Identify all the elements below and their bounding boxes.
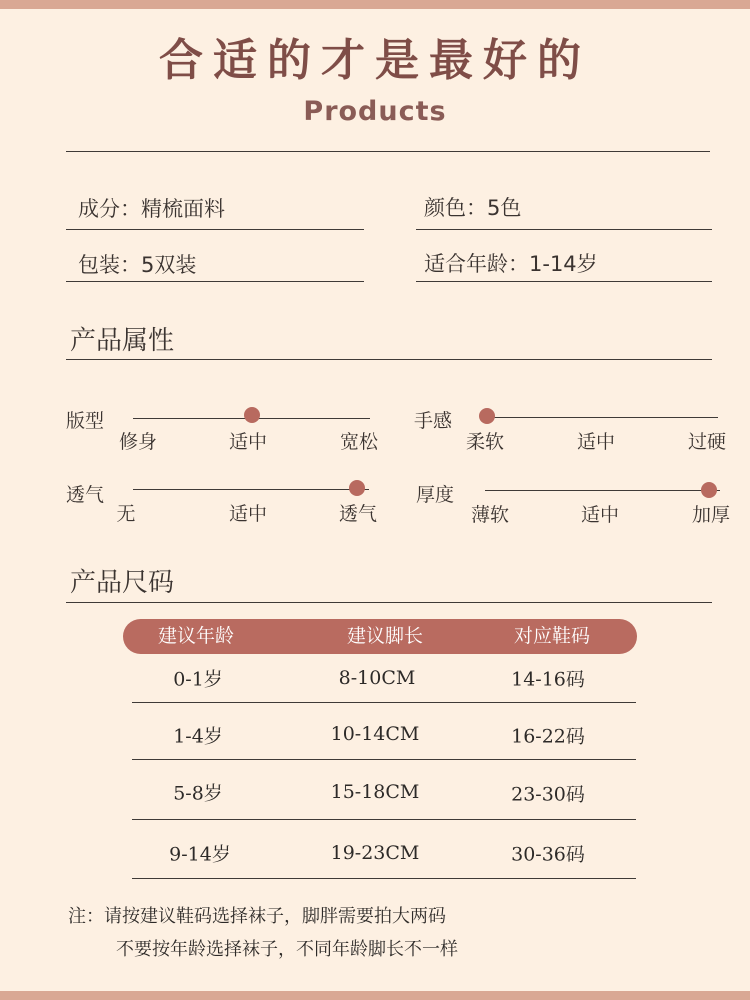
table-cell: 8-10CM	[338, 667, 416, 689]
top-border	[0, 0, 750, 9]
table-row-divider	[132, 878, 636, 879]
table-cell: 30-36码	[511, 843, 585, 866]
attribute-name-thickness: 厚度	[416, 484, 455, 506]
attribute-tick: 适中	[576, 431, 616, 453]
attribute-name-breathability: 透气	[66, 484, 105, 506]
attribute-name-fit: 版型	[66, 410, 105, 432]
table-cell: 10-14CM	[330, 723, 420, 745]
table-cell: 5-8岁	[173, 782, 223, 805]
size-table-header	[123, 619, 637, 654]
table-cell: 16-22码	[511, 725, 585, 748]
table-cell: 9-14岁	[169, 843, 231, 866]
attribute-tick: 修身	[118, 431, 158, 453]
size-note-line-1: 注：请按建议鞋码选择袜子，脚胖需要拍大两码	[68, 906, 446, 927]
attribute-tick: 适中	[228, 503, 268, 525]
attributes-heading: 产品属性	[70, 326, 175, 356]
table-cell: 1-4岁	[173, 725, 223, 748]
attribute-scale-thickness	[485, 490, 720, 491]
attributes-divider	[66, 359, 712, 360]
info-divider	[66, 281, 364, 282]
table-row-divider	[132, 819, 636, 820]
table-cell: 0-1岁	[173, 668, 223, 691]
attribute-marker-fit	[244, 407, 260, 423]
attribute-tick: 过硬	[687, 431, 727, 453]
attribute-marker-feel	[479, 408, 495, 424]
table-row-divider	[132, 759, 636, 760]
info-divider	[416, 281, 712, 282]
attribute-tick: 宽松	[339, 431, 379, 453]
info-material: 成分：精梳面料	[78, 197, 225, 221]
table-cell: 15-18CM	[330, 781, 420, 803]
info-divider	[66, 229, 364, 230]
info-divider	[416, 229, 712, 230]
table-cell: 19-23CM	[330, 842, 420, 864]
title-divider	[66, 151, 710, 152]
attribute-tick: 无	[116, 503, 136, 525]
bottom-border	[0, 991, 750, 1000]
attribute-tick: 柔软	[465, 431, 505, 453]
attribute-marker-thickness	[701, 482, 717, 498]
page-title: 合适的才是最好的	[159, 35, 591, 86]
table-cell: 14-16码	[511, 668, 585, 691]
attribute-tick: 适中	[228, 431, 268, 453]
size-note-line-2: 不要按年龄选择袜子，不同年龄脚长不一样	[116, 939, 458, 960]
info-color: 颜色：5色	[424, 196, 522, 220]
column-header-foot-length: 建议脚长	[346, 625, 424, 647]
size-heading: 产品尺码	[70, 568, 175, 598]
attribute-name-feel: 手感	[414, 410, 453, 432]
attribute-tick: 透气	[338, 503, 378, 525]
info-age: 适合年龄：1-14岁	[424, 252, 598, 276]
size-divider	[66, 602, 712, 603]
attribute-tick: 适中	[580, 504, 620, 526]
attribute-tick: 加厚	[691, 504, 731, 526]
attribute-scale-feel	[487, 417, 718, 418]
table-cell: 23-30码	[511, 783, 585, 806]
info-packing: 包装：5双装	[78, 253, 197, 277]
attribute-tick: 薄软	[470, 504, 510, 526]
table-row-divider	[132, 702, 636, 703]
attribute-marker-breathability	[349, 480, 365, 496]
page-subtitle: Products	[303, 96, 447, 127]
attribute-scale-breathability	[133, 489, 369, 490]
column-header-shoe-size: 对应鞋码	[513, 625, 591, 647]
column-header-age: 建议年龄	[157, 625, 235, 647]
